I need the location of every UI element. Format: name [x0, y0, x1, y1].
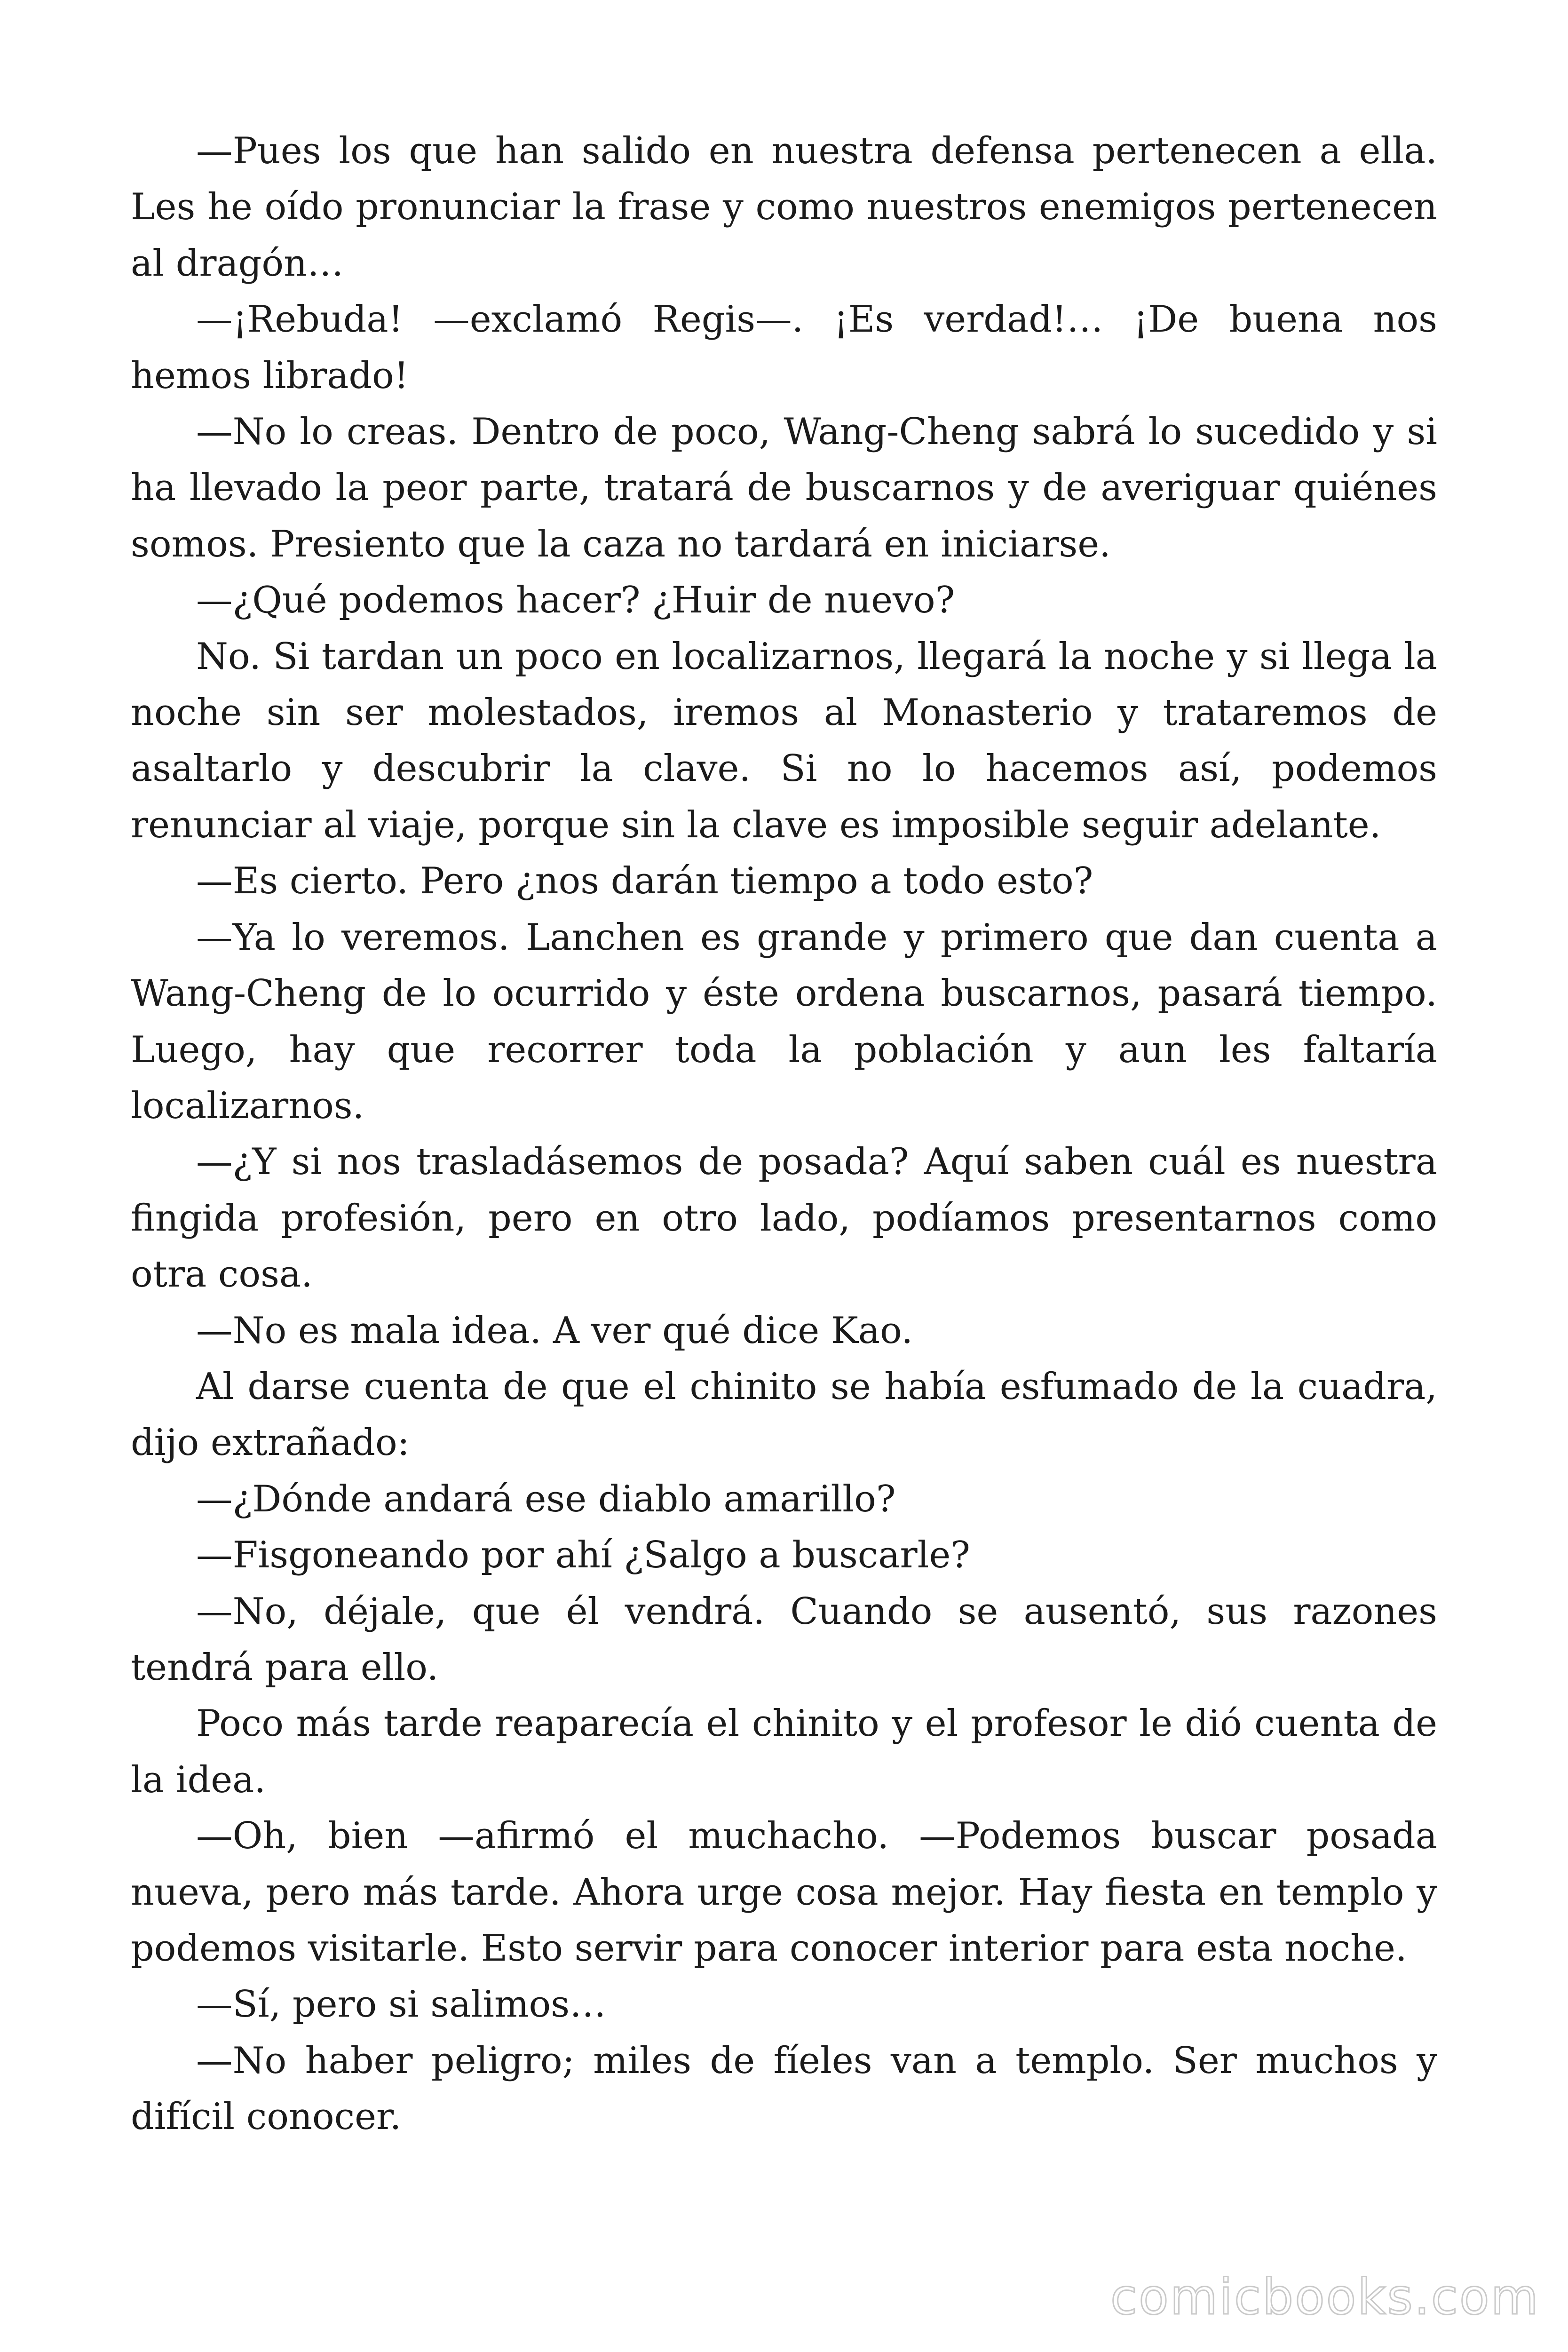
paragraph: —Sí, pero si salimos… [196, 1983, 606, 2026]
paragraph: —Oh, bien —afirmó el muchacho. —Podemos buscar posada nueva, pero más tarde. Ahora urge cosa mejor. Hay fiesta en templo y podemos visitarle. Esto servir para conocer interior para esta noche. [131, 1815, 1437, 1970]
page-text [131, 123, 1437, 2145]
paragraph: —¡Rebuda! —exclamó Regis—. ¡Es verdad!… ¡De buena nos hemos librado! [131, 298, 1437, 397]
paragraph: No. Si tardan un poco en localizarnos, llegará la noche y si llega la noche sin ser molestados, iremos al Monasterio y trataremos de asaltarlo y descubrir la clave. Si no lo hacemos así, podemos renunciar al viaje, porque sin la clave es imposible seguir adelante. [131, 635, 1437, 846]
paragraph: —No es mala idea. A ver qué dice Kao. [196, 1309, 913, 1352]
paragraph: —No, déjale, que él vendrá. Cuando se ausentó, sus razones tendrá para ello. [131, 1590, 1437, 1689]
paragraph: —No lo creas. Dentro de poco, Wang-Cheng sabrá lo sucedido y si ha llevado la peor parte, tratará de buscarnos y de averiguar quiénes somos. Presiento que la caza no tardará en iniciarse. [131, 411, 1437, 565]
watermark: comicbooks.com [1110, 2268, 1540, 2326]
paragraph: —Ya lo veremos. Lanchen es grande y primero que dan cuenta a Wang-Cheng de lo ocurrido y éste ordena buscarnos, pasará tiempo. Luego, hay que recorrer toda la población y aun les faltaría localizarnos. [131, 916, 1437, 1127]
paragraph: —¿Dónde andará ese diablo amarillo? [196, 1478, 896, 1520]
paragraph: —¿Y si nos trasladásemos de posada? Aquí saben cuál es nuestra fingida profesión, pero en otro lado, podíamos presentarnos como otra cosa. [131, 1141, 1437, 1296]
paragraph: —¿Qué podemos hacer? ¿Huir de nuevo? [196, 579, 955, 622]
paragraph: —No haber peligro; miles de fíeles van a templo. Ser muchos y difícil conocer. [131, 2039, 1437, 2138]
paragraph: Al darse cuenta de que el chinito se había esfumado de la cuadra, dijo extrañado: [131, 1365, 1437, 1464]
paragraph: —Pues los que han salido en nuestra defensa pertenecen a ella. Les he oído pronunciar la frase y como nuestros enemigos pertenecen al dragón… [131, 130, 1437, 285]
paragraph: Poco más tarde reaparecía el chinito y el profesor le dió cuenta de la idea. [131, 1702, 1437, 1801]
paragraph: —Fisgoneando por ahí ¿Salgo a buscarle? [196, 1534, 970, 1577]
paragraph: —Es cierto. Pero ¿nos darán tiempo a todo esto? [196, 860, 1093, 903]
